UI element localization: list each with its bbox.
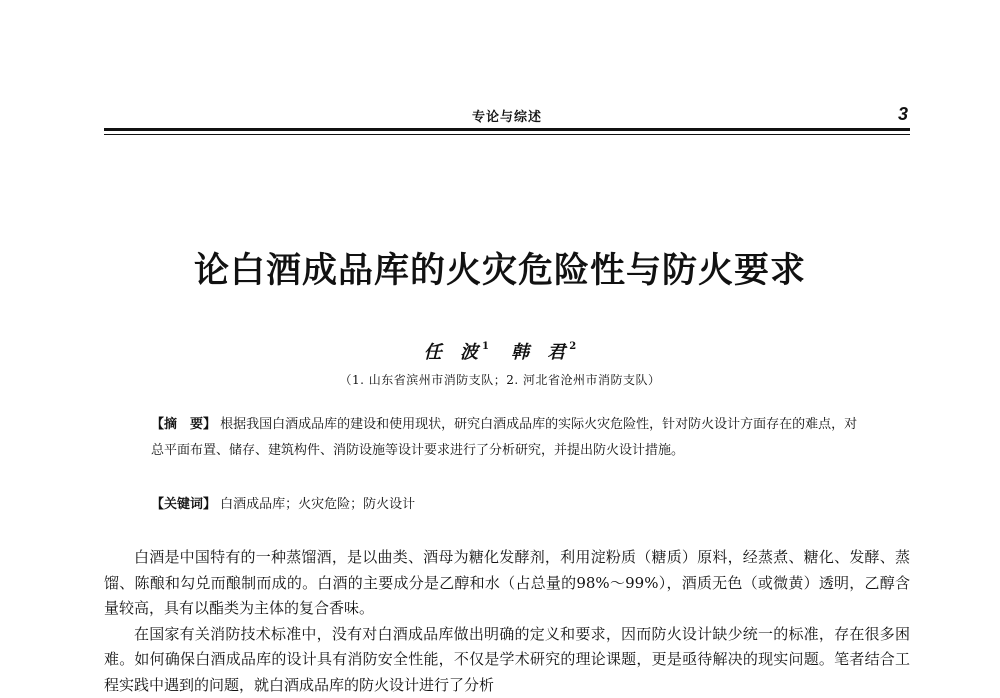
body-text <box>104 545 910 698</box>
keywords-label: 【关键词】 <box>151 497 216 512</box>
author-2 <box>511 338 576 364</box>
author-line <box>0 338 1000 364</box>
keywords <box>151 492 863 518</box>
author-1-name: 任 波 <box>424 342 484 363</box>
header-rule-thin <box>104 134 910 135</box>
body-paragraph-1: 白酒是中国特有的一种蒸馏酒，是以曲类、酒母为糖化发酵剂，利用淀粉质（糖质）原料，经蒸煮、糖化、发酵、蒸馏、陈酿和勾兑而酿制而成的。白酒的主要成分是乙醇和水（占总量的98%～99%），酒质无色（或微黄）透明，乙醇含量较高，具有以酯类为主体的复合香味。 <box>104 545 910 622</box>
page-number: 3 <box>898 104 908 125</box>
author-1-affiliation-mark: 1 <box>482 341 489 352</box>
author-2-affiliation-mark: 2 <box>569 341 576 352</box>
affiliations: （1. 山东省滨州市消防支队；2. 河北省沧州市消防支队） <box>0 371 1000 388</box>
abstract-label: 【摘 要】 <box>151 417 216 432</box>
keywords-text: 白酒成品库；火灾危险；防火设计 <box>220 497 415 512</box>
abstract <box>151 412 863 464</box>
section-label: 专论与综述 <box>104 106 910 125</box>
article-title: 论白酒成品库的火灾危险性与防火要求 <box>0 243 1000 293</box>
author-2-name: 韩 君 <box>511 342 571 363</box>
body-paragraph-2: 在国家有关消防技术标准中，没有对白酒成品库做出明确的定义和要求，因而防火设计缺少统一的标准，存在很多困难。如何确保白酒成品库的设计具有消防安全性能，不仅是学术研究的理论课题，更是亟待解决的现实问题。笔者结合工程实践中遇到的问题，就白酒成品库的防火设计进行了分析 <box>104 622 910 698</box>
abstract-text: 根据我国白酒成品库的建设和使用现状，研究白酒成品库的实际火灾危险性，针对防火设计方面存在的难点，对总平面布置、储存、建筑构件、消防设施等设计要求进行了分析研究，并提出防火设计措施。 <box>151 417 857 458</box>
running-header <box>104 104 910 128</box>
author-1 <box>424 338 489 364</box>
header-rule-thick <box>104 128 910 131</box>
